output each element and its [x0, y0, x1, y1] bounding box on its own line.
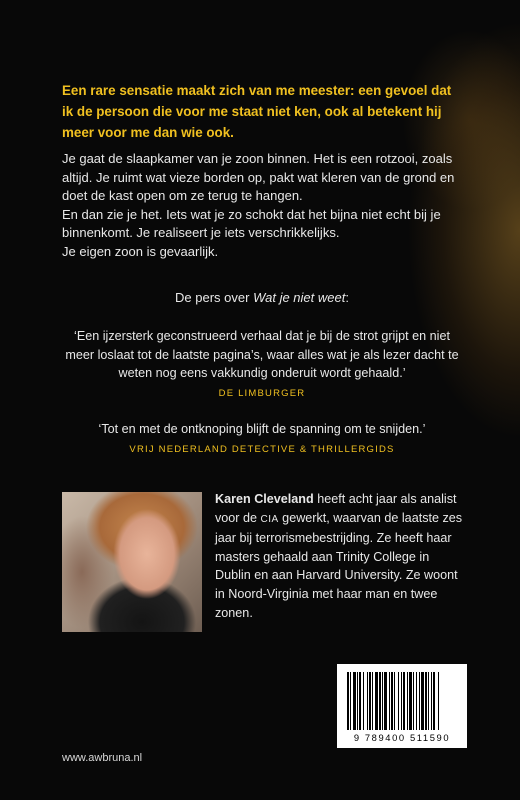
barcode-number: 9 789400 511590	[353, 732, 451, 743]
barcode-bars	[347, 672, 457, 732]
synopsis-paragraph-3: Je eigen zoon is gevaarlijk.	[62, 243, 219, 259]
author-bio-part-1: heeft acht jaar als analist voor de	[215, 492, 457, 525]
press-heading-title: Wat je niet weet	[253, 290, 346, 305]
press-quote-source: VRIJ NEDERLAND DETECTIVE & THRILLERGIDS	[129, 443, 395, 455]
author-bio-cia: CIA	[260, 513, 279, 525]
press-heading	[62, 290, 462, 305]
barcode-bar	[416, 672, 417, 730]
barcode-bar	[384, 672, 387, 730]
barcode-bar	[389, 672, 390, 730]
barcode-bar	[403, 672, 405, 730]
author-photo	[62, 492, 202, 632]
barcode-bar	[353, 672, 356, 730]
barcode-bar	[398, 672, 399, 730]
barcode-bar	[391, 672, 393, 730]
barcode-bar	[369, 672, 371, 730]
barcode-bar	[409, 672, 412, 730]
barcode-bar	[367, 672, 368, 730]
press-quote-text: ‘Een ijzersterk geconstrueerd verhaal dat je bij de strot grijpt en niet meer loslaat tot de laatste pagina’s, waar alles wat je als lezer dacht te weten nog eens vakkundig onderuit wordt gehaald.’	[65, 329, 459, 381]
barcode-bar	[394, 672, 395, 730]
barcode-bar	[379, 672, 381, 730]
synopsis-paragraph-1: Je gaat de slaapkamer van je zoon binnen. Het is een rotzooi, zoals altijd. Je ruimt wat vieze borden op, pakt wat kleren van de grond en doet de kast open om ze terug te hangen.	[62, 151, 455, 204]
barcode-bar	[382, 672, 383, 730]
barcode-bar	[363, 672, 364, 730]
barcode-bar	[419, 672, 420, 730]
barcode-bar	[428, 672, 429, 730]
press-quote-text: ‘Tot en met de ontknoping blijft de spanning om te snijden.’	[98, 422, 426, 436]
barcode-bar	[357, 672, 358, 730]
barcode-bar	[347, 672, 349, 730]
barcode-bar	[438, 672, 439, 730]
author-bio	[215, 490, 467, 622]
intro-blurb: Een rare sensatie maakt zich van me meester: een gevoel dat ik de persoon die voor me staat niet ken, ook al betekent hij meer voor me dan wie ook.	[62, 83, 452, 140]
press-quote-source: DE LIMBURGER	[218, 387, 306, 399]
publisher-website: www.awbruna.nl	[62, 752, 143, 764]
barcode-bar	[433, 672, 435, 730]
synopsis	[62, 150, 462, 262]
author-name: Karen Cleveland	[215, 492, 314, 506]
barcode-bar	[421, 672, 424, 730]
barcode-bar	[407, 672, 408, 730]
press-heading-suffix: :	[345, 290, 349, 305]
author-bio-part-2: gewerkt, waarvan de laatste zes jaar bij terrorismebestrijding. Ze heeft haar masters gehaald aan Trinity College in Dublin en aan Harvard University. Ze woont in Noord-Virginia met haar man en twee zonen.	[215, 510, 463, 620]
barcode-bar	[350, 672, 351, 730]
barcode-bar	[413, 672, 414, 730]
synopsis-paragraph-2: En dan zie je het. Iets wat je zo schokt dat het bijna niet echt bij je binnenkomt. Je realiseert je iets verschrikkelijks.	[62, 206, 441, 241]
barcode-bar	[372, 672, 373, 730]
barcode-bar	[359, 672, 361, 730]
press-heading-prefix: De pers over	[175, 290, 254, 305]
barcode-bar	[425, 672, 427, 730]
press-quote	[62, 420, 462, 459]
barcode-bar	[375, 672, 378, 730]
barcode-bar	[401, 672, 402, 730]
barcode	[337, 664, 467, 748]
press-quote	[62, 327, 462, 403]
barcode-bar	[431, 672, 432, 730]
